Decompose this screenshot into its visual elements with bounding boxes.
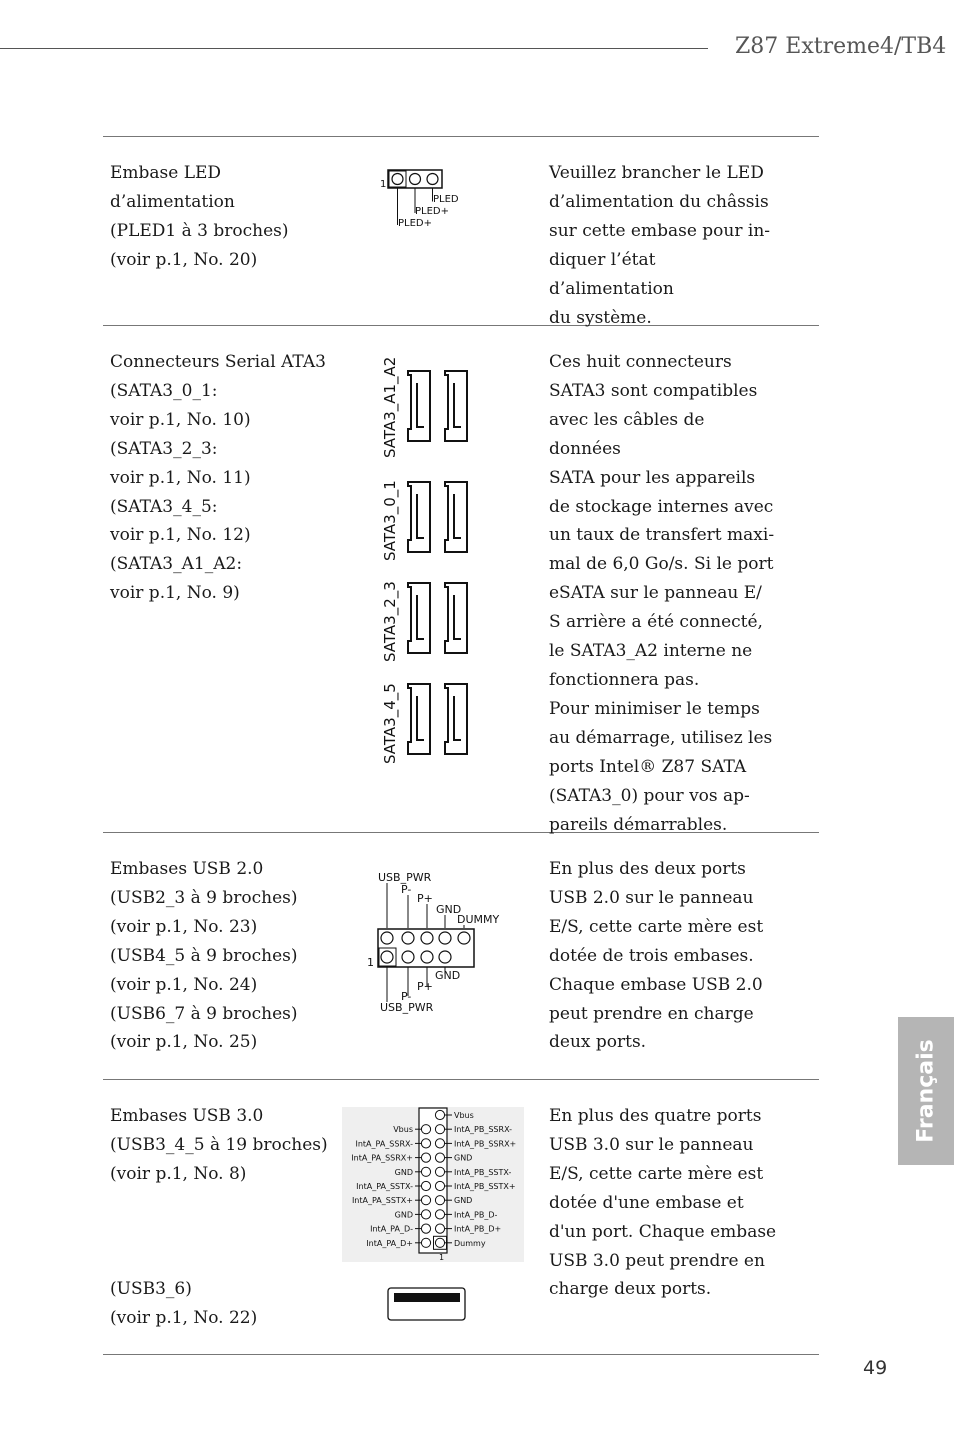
pled-header-diagram: [378, 167, 468, 231]
sata-port: [445, 482, 467, 552]
usb3-pin1-label: 1: [439, 1253, 445, 1262]
section-divider: [103, 136, 819, 137]
usb3-left-label: Vbus: [393, 1125, 413, 1135]
sata-port: [445, 583, 467, 653]
usb2-note: En plus des deux ports USB 2.0 sur le panneau E/S, cette carte mère est dotée de trois embases. Chaque embase USB 2.0 peut prendre en charge deux ports.: [549, 859, 764, 1053]
page-number: 49: [863, 1357, 888, 1379]
usb3-right-label: GND: [454, 1196, 473, 1206]
pled-note: Veuillez brancher le LED d’alimentation du châssis sur cette embase pour in- diquer l’état d’alimentation du système.: [549, 163, 771, 328]
sata-port: [445, 684, 467, 754]
usb2-label-p-plus-top: P+: [417, 892, 433, 905]
usb3-left-label: IntA_PA_D+: [366, 1238, 413, 1248]
usb3-left-label: IntA_PA_SSTX-: [356, 1182, 413, 1191]
usb2-pin1-label: 1: [367, 956, 374, 969]
sata-connectors-diagram: [375, 355, 475, 767]
usb3-right-label: IntA_PB_D-: [454, 1210, 498, 1220]
usb2-label-p-minus-top: P-: [401, 883, 412, 896]
usb3-left-label: IntA_PA_SSRX+: [351, 1153, 413, 1163]
usb2-header-diagram: [364, 866, 514, 1016]
usb2-label-usb-pwr-top: USB_PWR: [378, 871, 432, 884]
pled-label-3: PLED+: [398, 218, 432, 229]
usb2-label-gnd-bottom: GND: [435, 969, 461, 982]
usb3-left-label: GND: [394, 1167, 413, 1177]
sata-label-0-1: SATA3_0_1: [381, 480, 399, 561]
section-divider: [103, 1079, 819, 1080]
usb2-label-dummy: DUMMY: [457, 913, 500, 926]
usb3-left-label: GND: [394, 1210, 413, 1220]
usb3-port-description: (USB3_6) (voir p.1, No. 22): [110, 1279, 258, 1328]
usb2-label-usb-pwr-bottom: USB_PWR: [380, 1001, 434, 1014]
usb3-right-label: IntA_PB_SSRX+: [454, 1139, 517, 1149]
sata-port: [408, 583, 430, 653]
usb2-label-p-plus-bottom: P+: [417, 980, 433, 993]
sata-note: Ces huit connecteurs SATA3 sont compatibles avec les câbles de données SATA pour les appareils de stockage internes avec un taux de transfert maxi- mal de 6,0 Go/s. Si le port eSATA sur le panneau E/ S arrière a été connecté, le SATA3_A2 interne ne fonctionnera pas. Pour minimiser le temps au démarrage, utilisez les ports Intel® Z87 SATA (SATA3_0) pour vos ap- pareils démarrables.: [549, 352, 775, 835]
sata-label-4-5: SATA3_4_5: [381, 683, 399, 764]
usb3-right-label: IntA_PB_SSTX+: [454, 1182, 516, 1191]
sata-label-2-3: SATA3_2_3: [381, 581, 399, 662]
usb3-header-description: Embases USB 3.0 (USB3_4_5 à 19 broches) (voir p.1, No. 8): [110, 1106, 328, 1184]
sata-description: Connecteurs Serial ATA3 (SATA3_0_1: voir p.1, No. 10) (SATA3_2_3: voir p.1, No. 11) (SATA3_4_5: voir p.1, No. 12) (SATA3_A1_A2: voir p.1, No. 9): [110, 352, 326, 604]
usb3-port-diagram: [387, 1287, 467, 1323]
usb2-label-p-minus-bottom: P-: [401, 990, 412, 1003]
header-title: Z87 Extreme4/TB4: [735, 34, 947, 59]
usb3-right-label: IntA_PB_SSRX-: [454, 1125, 513, 1135]
sata-label-a1-a2: SATA3_A1_A2: [381, 356, 399, 458]
pled-pin1-label: 1: [380, 179, 387, 190]
pled-label-2: PLED+: [415, 206, 449, 217]
usb3-right-label: GND: [454, 1153, 473, 1163]
header-rule: [0, 48, 708, 49]
usb3-left-label: IntA_PA_D-: [370, 1224, 413, 1234]
usb3-note: En plus des quatre ports USB 3.0 sur le panneau E/S, cette carte mère est dotée d'une embase et d'un port. Chaque embase USB 3.0 peut prendre en charge deux ports.: [549, 1106, 777, 1300]
pled-description: Embase LED d’alimentation (PLED1 à 3 broches) (voir p.1, No. 20): [110, 163, 289, 270]
usb2-description: Embases USB 2.0 (USB2_3 à 9 broches) (voir p.1, No. 23) (USB4_5 à 9 broches) (voir p.1, No. 24) (USB6_7 à 9 broches) (voir p.1, No. 25): [110, 859, 298, 1053]
usb2-label-gnd-top: GND: [436, 903, 462, 916]
usb3-right-label: Dummy: [454, 1238, 486, 1248]
usb3-right-label: IntA_PB_SSTX-: [454, 1167, 512, 1177]
sata-port: [445, 371, 467, 441]
usb3-left-label: IntA_PA_SSTX+: [351, 1196, 413, 1206]
pled-label-1: PLED: [433, 194, 459, 205]
language-tab: [898, 1017, 954, 1165]
usb3-left-label: IntA_PA_SSRX-: [355, 1139, 413, 1149]
sata-port: [408, 371, 430, 441]
sata-port: [408, 684, 430, 754]
usb3-header-diagram: [342, 1107, 524, 1262]
usb3-right-label: IntA_PB_D+: [454, 1224, 502, 1234]
section-divider: [103, 1354, 819, 1355]
language-tab-label: Français: [913, 1039, 939, 1143]
usb3-right-label: Vbus: [454, 1111, 474, 1120]
sata-port: [408, 482, 430, 552]
